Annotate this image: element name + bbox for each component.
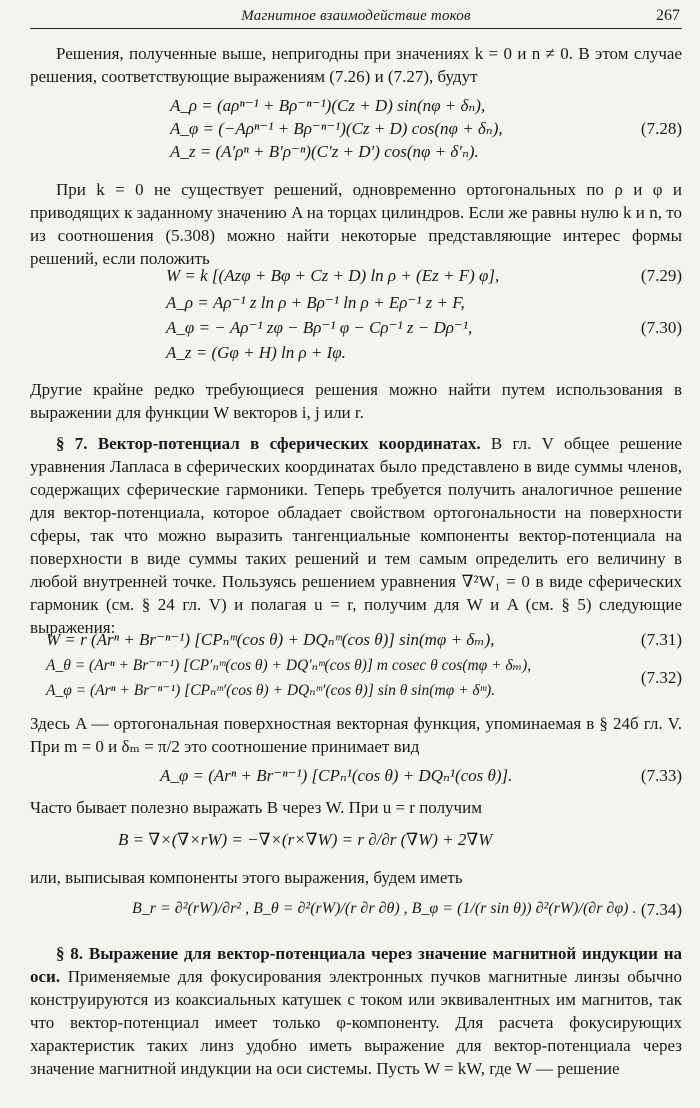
paragraph-k-zero: При k = 0 не существует решений, одновременно ортогональных по ρ и φ и приводящих к заданному значению A на торцах цилиндров. Если же равны нулю k и n, то из соотношения (5.308) можно найти некоторые представляющие интерес формы решений, если положить (30, 180, 682, 268)
paragraph-intro: Решения, полученные выше, непригодны при значениях k = 0 и n ≠ 0. В этом случае решения, соответствующие выражениям (7.26) и (7.27), будут (30, 44, 682, 86)
section-8 (30, 942, 682, 1080)
equation-number-7-29: (7.29) (640, 266, 682, 285)
paragraph-components: или, выписывая компоненты этого выражения, будем иметь (30, 868, 463, 887)
equation-7-28-a: A_ρ = (aρⁿ⁻¹ + Bρ⁻ⁿ⁻¹)(Cz + D) sin(nφ + δₙ), (170, 96, 486, 115)
equation-number-7-28: (7.28) (640, 119, 682, 138)
section-8-text: Применяемые для фокусирования электронных пучков магнитные линзы обычно конструируются из коаксиальных катушек с током или эквивалентных им магнитов, так что вектор-потенциал имеет только φ-компоненту. Для расчета фокусирующих характеристик таких линз удобно иметь выражение для вектор-потенциала через значение магнитной индукции на оси системы. Пусть W = kW, где W — решение (30, 967, 682, 1078)
equation-number-7-30: (7.30) (640, 318, 682, 337)
equation-7-29: W = k [(Azφ + Bφ + Cz + D) ln ρ + (Ez + F) φ], (166, 266, 500, 285)
section-7 (30, 432, 682, 639)
section-7-heading: § 7. Вектор-потенциал в сферических координатах. (56, 434, 481, 453)
equation-7-31: W = r (Arⁿ + Br⁻ⁿ⁻¹) [CPₙᵐ(cos θ) + DQₙᵐ(cos θ)] sin(mφ + δₘ), (46, 630, 495, 649)
page-number: 267 (656, 7, 680, 24)
equation-7-30-b: A_φ = − Aρ⁻¹ zφ − Bρ⁻¹ φ − Cρ⁻¹ z − Dρ⁻¹, (166, 318, 473, 337)
equation-number-7-31: (7.31) (640, 630, 682, 649)
equation-7-34: B_r = ∂²(rW)/∂r² , B_θ = ∂²(rW)/(r ∂r ∂θ) , B_φ = (1/(r sin θ)) ∂²(rW)/(∂r ∂φ) . (132, 900, 637, 917)
equation-7-32-b: A_φ = (Arⁿ + Br⁻ⁿ⁻¹) [CPₙᵐ′(cos θ) + DQₙᵐ′(cos θ)] sin θ sin(mφ + δᵐ). (46, 682, 496, 699)
equation-7-30-a: A_ρ = Aρ⁻¹ z ln ρ + Bρ⁻¹ ln ρ + Eρ⁻¹ z + F, (166, 293, 465, 312)
equation-number-7-33: (7.33) (640, 766, 682, 785)
section-8-heading: § 8. Выражение для вектор-потенциала через значение магнитной индукции на оси. (30, 944, 682, 986)
paragraph-orthogonal-function: Здесь A — ортогональная поверхностная векторная функция, упоминаемая в § 24б гл. V. При m = 0 и δₘ = π/2 это соотношение принимает вид (30, 714, 682, 756)
paragraph-b-through-w: Часто бывает полезно выражать B через W. При u = r получим (30, 798, 482, 817)
equation-number-7-34: (7.34) (640, 900, 682, 919)
running-title: Магнитное взаимодействие токов (241, 8, 471, 24)
equation-number-7-32: (7.32) (640, 668, 682, 687)
equation-7-32-a: A_θ = (Arⁿ + Br⁻ⁿ⁻¹) [CP′ₙᵐ(cos θ) + DQ′ₙᵐ(cos θ)] m cosec θ cos(mφ + δₘ), (46, 657, 532, 674)
section-7-text: В гл. V общее решение уравнения Лапласа в сферических координатах было представлено в виде суммы членов, содержащих сферические гармоники. Теперь требуется получить аналогичное решение для вектор-потенциала, которое обладает свойством ортогональности на поверхности сферы, так что можно выразить тангенциальные компоненты вектор-потенциала на поверхности в виде суммы таких решений и тем самым определить его величину в любой внутренней точке. Пользуясь решением уравнения ∇²W₁ = 0 в виде сферических гармоник (см. § 24 гл. V) и полагая u = r, получим для W и A (см. § 5) следующие выражения: (30, 434, 683, 637)
running-header (30, 6, 682, 29)
equation-7-33: A_φ = (Arⁿ + Br⁻ⁿ⁻¹) [CPₙ¹(cos θ) + DQₙ¹(cos θ)]. (160, 766, 513, 785)
equation-7-30-c: A_z = (Gφ + H) ln ρ + Iφ. (166, 343, 346, 362)
equation-b-curl: B = ∇×(∇×rW) = −∇×(r×∇W) = r ∂/∂r (∇W) + 2∇W (118, 830, 493, 849)
paragraph-other-solutions: Другие крайне редко требующиеся решения можно найти путем использования в выражении для функции W векторов i, j или r. (30, 380, 682, 422)
equation-7-28-c: A_z = (A′ρⁿ + B′ρ⁻ⁿ)(C′z + D′) cos(nφ + δ′ₙ). (170, 142, 479, 161)
equation-7-28-b: A_φ = (−Aρⁿ⁻¹ + Bρ⁻ⁿ⁻¹)(Cz + D) cos(nφ + δₙ), (170, 119, 503, 138)
